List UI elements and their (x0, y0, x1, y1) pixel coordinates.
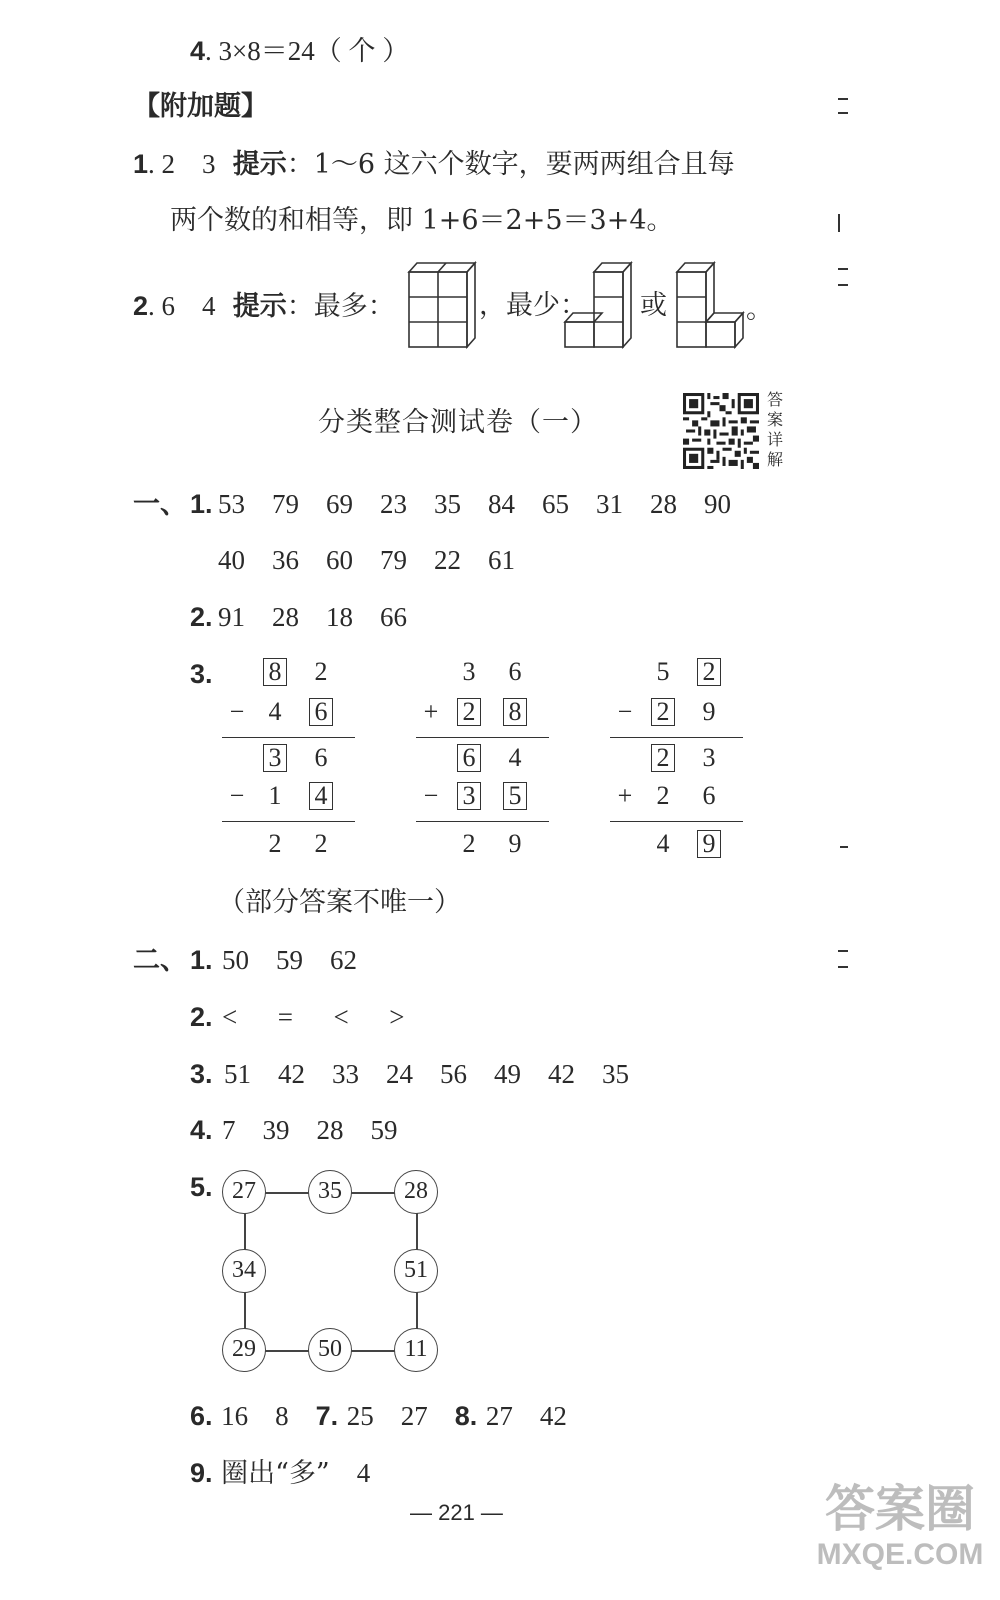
digit: 2 (462, 829, 476, 858)
result-line (222, 737, 355, 738)
part2-q6-q8: 6. 16 8 7. 25 27 8. 27 42 (190, 1401, 567, 1431)
part2-q5-num: 5. (190, 1172, 213, 1202)
qr-label: 答 案 详 解 (766, 390, 783, 469)
filled-digit: 2 (656, 743, 670, 772)
filled-digit: 9 (702, 829, 716, 858)
part1-q3-num: 3. (190, 659, 213, 689)
part1-q1-num: 1. (190, 489, 213, 519)
filled-digit: 5 (508, 781, 522, 810)
part2-label: 二、 (133, 945, 187, 975)
operator-sign: − (423, 781, 439, 810)
part2-q1-num: 1. (190, 945, 213, 975)
filled-digit: 8 (508, 697, 522, 726)
digit: 6 (702, 781, 716, 810)
vertical-calc-1 (222, 656, 357, 866)
result-line (416, 737, 549, 738)
circle-bottom-left: 29 (222, 1328, 266, 1372)
digit: 3 (462, 657, 476, 686)
section-title: 分类整合测试卷（一） (318, 407, 598, 438)
edge-fragment (838, 112, 848, 114)
filled-digit: 6 (314, 697, 328, 726)
filled-digit: 6 (462, 743, 476, 772)
part2-q1-values: 50 59 62 (222, 945, 357, 975)
q2-or-label: 或 (640, 290, 667, 321)
operator-sign: − (617, 697, 633, 726)
cubes-most-icon (406, 260, 478, 350)
circle-middle-left: 34 (222, 1249, 266, 1293)
vertical-calc-3 (610, 656, 745, 866)
digit: 2 (268, 829, 282, 858)
part1-label: 一、 (133, 489, 187, 519)
filled-digit: 2 (656, 697, 670, 726)
result-line (610, 737, 743, 738)
result-line (222, 821, 355, 822)
digit: 2 (314, 657, 328, 686)
extra-q1: 1. 2 3 提示：1～6 这六个数字，要两两组合且每 (133, 149, 735, 180)
digit: 6 (314, 743, 328, 772)
filled-digit: 4 (314, 781, 328, 810)
part1-q3-note: （部分答案不唯一） (218, 887, 461, 918)
filled-digit: 3 (268, 743, 282, 772)
part2-q4-values: 7 39 28 59 (222, 1115, 398, 1145)
filled-digit: 2 (702, 657, 716, 686)
digit: 4 (508, 743, 522, 772)
circle-bottom-middle: 50 (308, 1328, 352, 1372)
qr-code-icon (683, 393, 759, 469)
operator-sign: + (617, 781, 633, 810)
vertical-calc-2 (416, 656, 551, 866)
digit: 2 (656, 781, 670, 810)
page-number: — 221 — (410, 1500, 503, 1525)
digit: 1 (268, 781, 282, 810)
part1-q1-row1: 53 79 69 23 35 84 65 31 28 90 (218, 489, 731, 519)
cubes-least-a-icon (562, 260, 634, 350)
watermark-logo: 答案圈 MXQE.COM (816, 1480, 984, 1571)
circle-middle-right: 51 (394, 1249, 438, 1293)
circle-square-diagram (222, 1170, 446, 1376)
extra-q2: 2. 6 4 提示：最多： (133, 291, 395, 322)
circle-top-right: 28 (394, 1170, 438, 1214)
digit: 6 (508, 657, 522, 686)
part2-q9: 9. 圈出“多” 4 (190, 1458, 371, 1489)
edge-fragment (838, 98, 848, 100)
digit: 3 (702, 743, 716, 772)
filled-digit: 3 (462, 781, 476, 810)
part2-q3-num: 3. (190, 1059, 213, 1089)
digit: 4 (268, 697, 282, 726)
extra-header: 【附加题】 (133, 91, 268, 122)
edge-fragment (838, 268, 848, 270)
digit: 9 (702, 697, 716, 726)
part2-q2-num: 2. (190, 1002, 213, 1032)
edge-fragment (838, 214, 840, 232)
digit: 5 (656, 657, 670, 686)
operator-sign: + (423, 697, 439, 726)
q2-end: 。 (746, 294, 773, 325)
edge-fragment (840, 846, 848, 848)
edge-fragment (838, 966, 848, 968)
result-line (416, 821, 549, 822)
edge-fragment (838, 284, 848, 286)
digit: 2 (314, 829, 328, 858)
cubes-least-b-icon (674, 260, 754, 350)
circle-top-middle: 35 (308, 1170, 352, 1214)
operator-sign: − (229, 781, 245, 810)
q2-least-label: ，最少： (479, 290, 587, 321)
filled-digit: 8 (268, 657, 282, 686)
part2-q2-values: < = < > (222, 1002, 405, 1032)
part1-q2-values: 91 28 18 66 (218, 602, 407, 632)
part1-q1-row2: 40 36 60 79 22 61 (218, 545, 515, 575)
part1-q2-num: 2. (190, 602, 213, 632)
result-line (610, 821, 743, 822)
digit: 4 (656, 829, 670, 858)
filled-digit: 2 (462, 697, 476, 726)
part2-q4-num: 4. (190, 1115, 213, 1145)
circle-top-left: 27 (222, 1170, 266, 1214)
part2-q3-values: 51 42 33 24 56 49 42 35 (224, 1059, 629, 1089)
circle-bottom-right: 11 (394, 1328, 438, 1372)
edge-fragment (838, 950, 848, 952)
digit: 9 (508, 829, 522, 858)
top-item-4: 4. 3×8＝24（ 个 ） (190, 36, 410, 66)
extra-q1-line2: 两个数的和相等，即 1+6＝2+5＝3+4。 (170, 205, 674, 236)
operator-sign: − (229, 697, 245, 726)
